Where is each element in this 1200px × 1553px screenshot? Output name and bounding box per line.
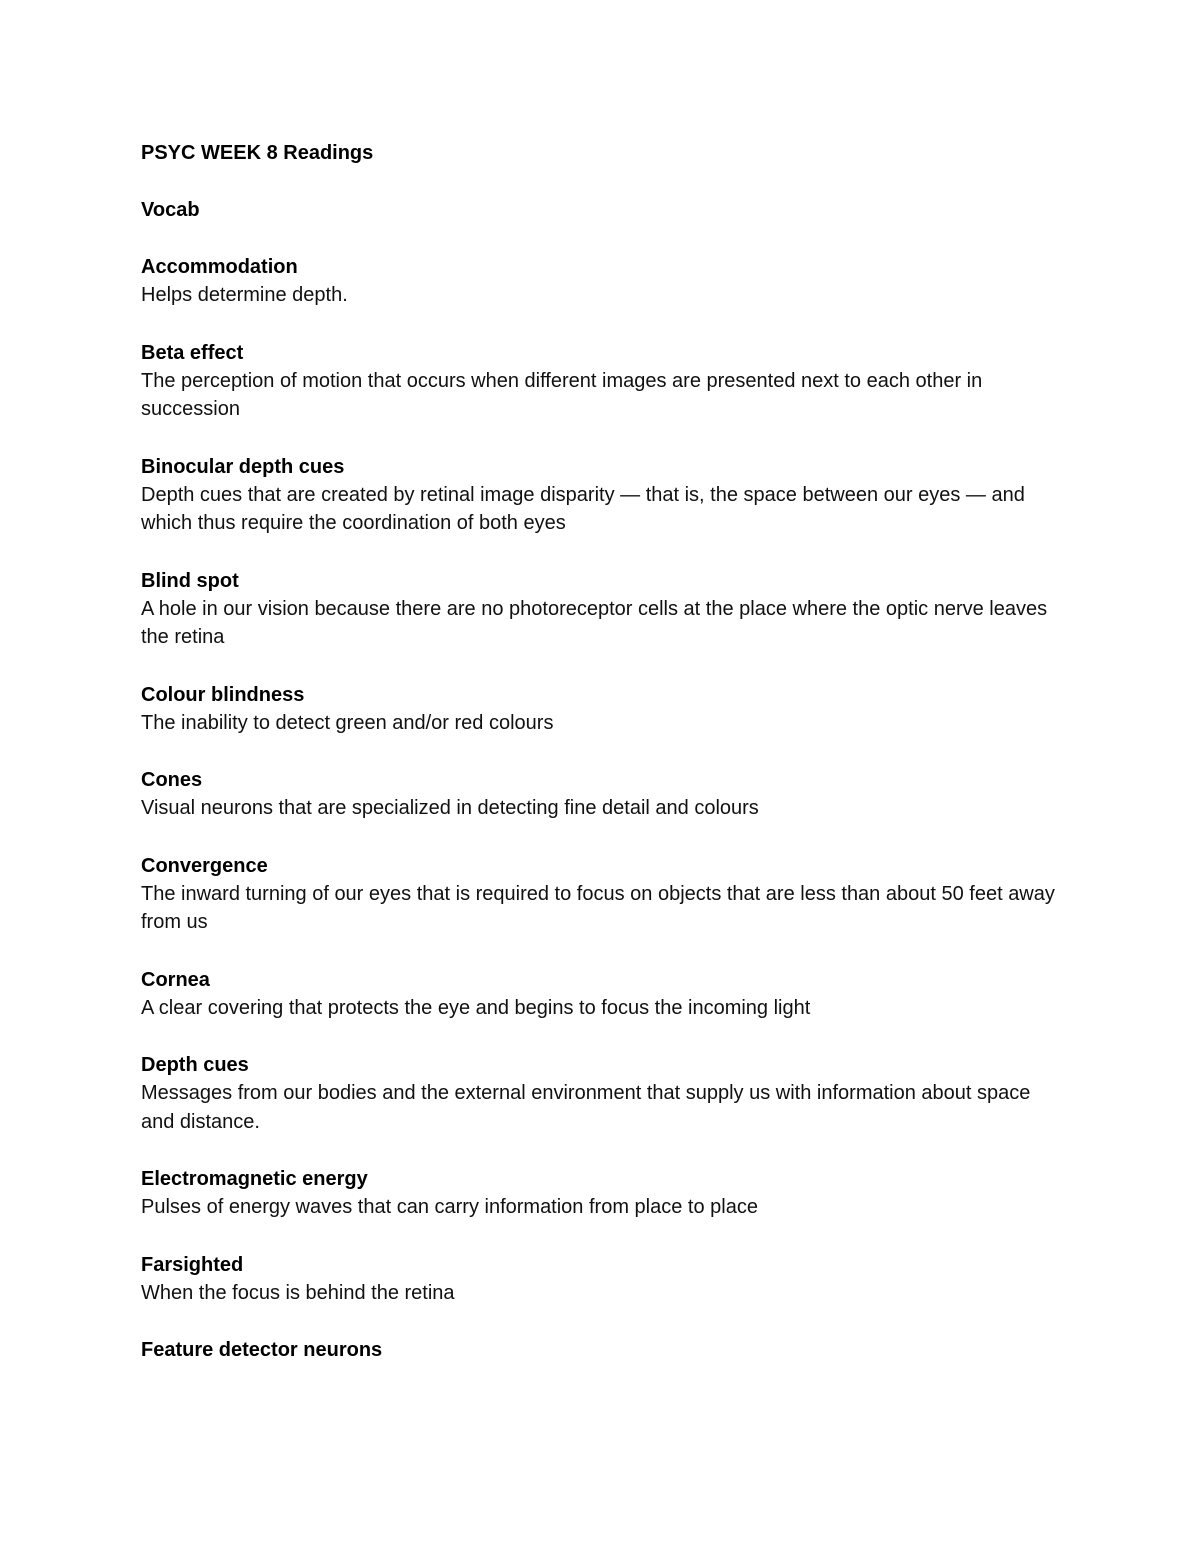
vocab-term: Convergence	[141, 854, 268, 877]
vocab-definition: When the focus is behind the retina	[141, 1281, 455, 1304]
document-content	[141, 139, 1061, 1393]
vocab-definition: Helps determine depth.	[141, 284, 348, 306]
vocab-definition: A hole in our vision because there are no photoreceptor cells at the place where the optic nerve leaves the retina	[141, 597, 1048, 648]
vocab-definition: Depth cues that are created by retinal image disparity — that is, the space between our eyes — and which thus require the coordination of both eyes	[141, 483, 1025, 534]
vocab-definition: A clear covering that protects the eye and begins to focus the incoming light	[141, 996, 811, 1019]
vocab-entry	[141, 453, 1061, 538]
vocab-term: Accommodation	[141, 256, 298, 278]
vocab-entry	[141, 1251, 1061, 1308]
vocab-entry	[141, 567, 1061, 652]
vocab-term: Depth cues	[141, 1054, 249, 1076]
vocab-definition: The inward turning of our eyes that is required to focus on objects that are less than about 50 feet away from us	[141, 882, 1055, 933]
vocab-entry	[141, 681, 1061, 738]
vocab-term: Colour blindness	[141, 683, 305, 706]
vocab-term: Binocular depth cues	[141, 455, 345, 478]
document-title: PSYC WEEK 8 Readings	[141, 142, 374, 164]
vocab-term: Beta effect	[141, 341, 244, 364]
vocab-definition: Visual neurons that are specialized in detecting fine detail and colours	[141, 797, 759, 819]
vocab-definition: Pulses of energy waves that can carry information from place to place	[141, 1196, 758, 1218]
vocab-definition: The perception of motion that occurs when different images are presented next to each other in succession	[141, 369, 983, 420]
vocab-entry	[141, 1165, 1061, 1222]
vocab-definition: Messages from our bodies and the external environment that supply us with information about space and distance.	[141, 1082, 1031, 1133]
vocab-definition: The inability to detect green and/or red colours	[141, 711, 554, 734]
vocab-entry	[141, 766, 1061, 823]
vocab-term: Feature detector neurons	[141, 1339, 383, 1361]
vocab-term: Blind spot	[141, 569, 239, 592]
vocab-entry	[141, 253, 1061, 310]
vocab-entry	[141, 966, 1061, 1023]
vocab-entry	[141, 339, 1061, 424]
vocab-entry	[141, 1336, 1061, 1364]
section-heading-vocab: Vocab	[141, 199, 200, 221]
vocab-term: Cones	[141, 769, 203, 791]
vocab-term: Electromagnetic energy	[141, 1168, 368, 1190]
vocab-term: Farsighted	[141, 1253, 244, 1276]
vocab-entry	[141, 1051, 1061, 1136]
vocab-term: Cornea	[141, 968, 210, 991]
vocab-entry	[141, 852, 1061, 937]
